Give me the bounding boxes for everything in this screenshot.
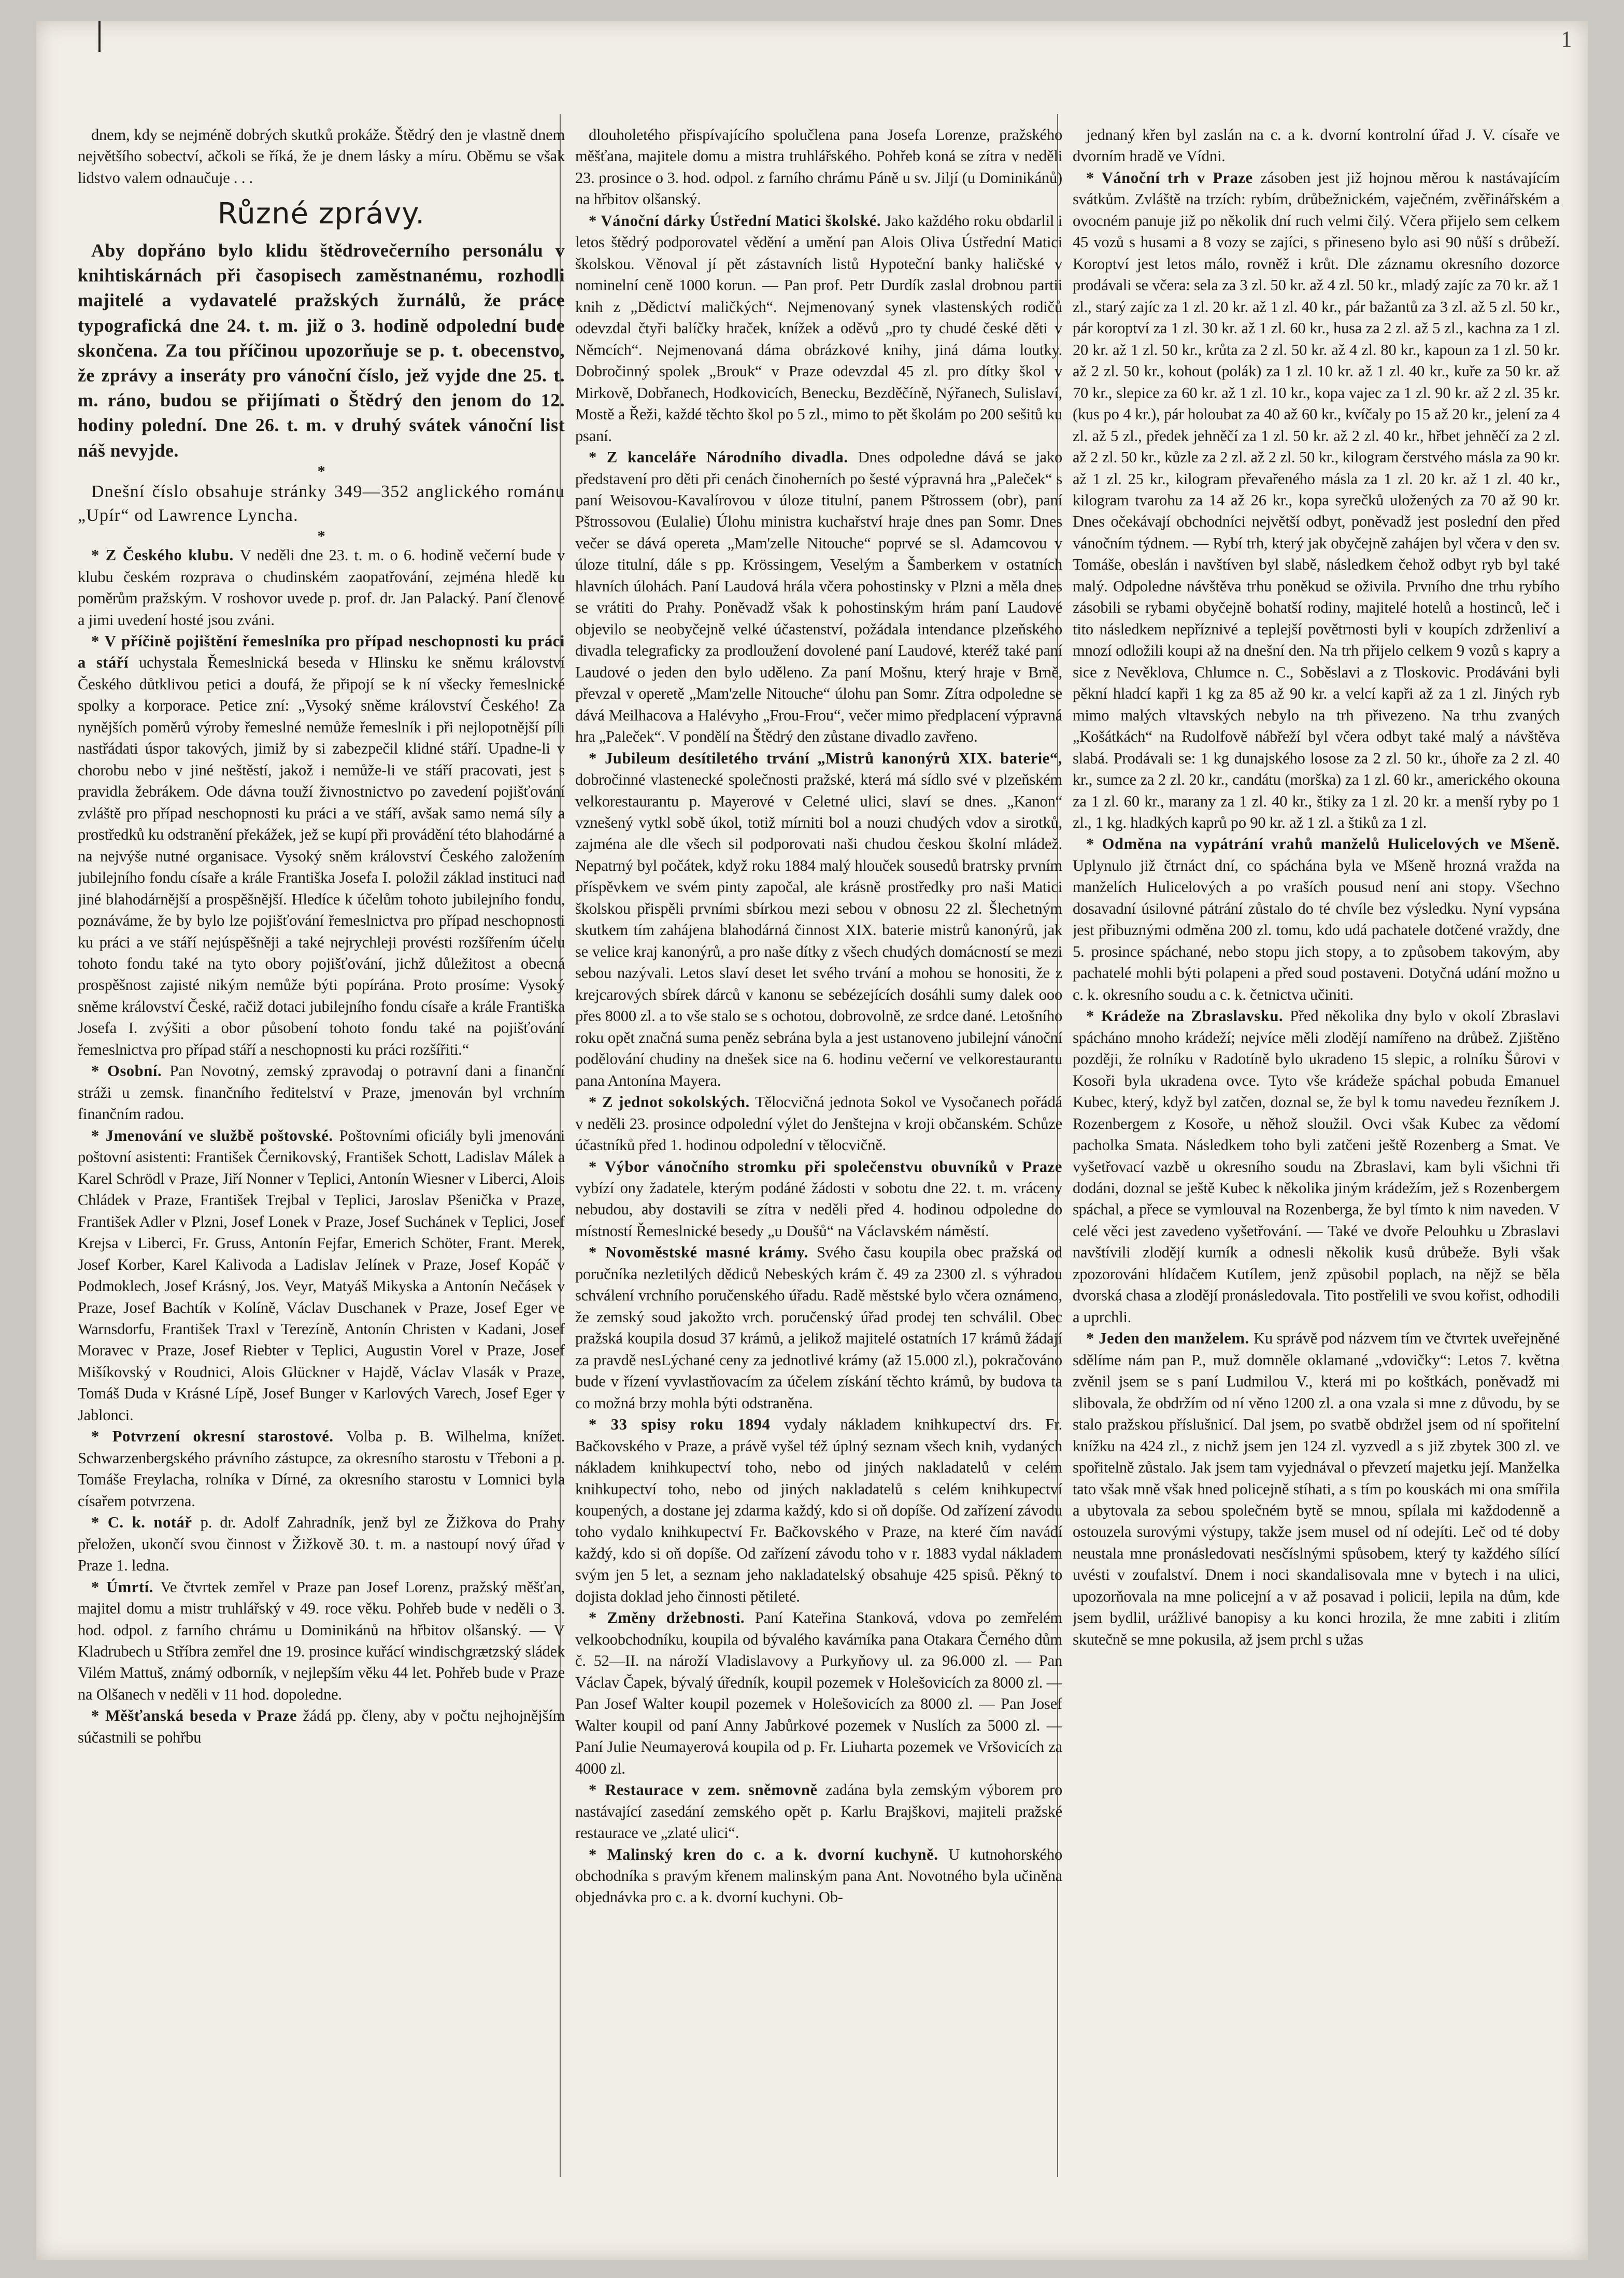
article-paragraph: [78, 545, 565, 631]
article-heading: * Výbor vánočního stromku při společenstvu obuvníků v Praze: [589, 1157, 1062, 1176]
separator: [78, 528, 565, 545]
article-body: V neděli dne 23. t. m. o 6. hodině večerní bude v klubu českém rozprava o chudinském zaopatřování, zejména hledě ku poměrům pražským. V roshovor uvede p. prof. dr. Jan Palacký. Paní členové a jimi uvedení hosté jsou zváni.: [78, 546, 565, 629]
article-body: uchystala Řemeslnická beseda v Hlinsku ke sněmu království Českého důtklivou petici a doufá, že připojí se k ní všecky řemeslnické spolky a korporace. Petice zní: „Vysoký sněme království Českého! Za nynějších poměrů výroby řemeslné nemůže řemeslník i při nejlopotnější píli nastřádati úspor takových, jimiž by si zabezpečil klidné stáří. Upadne-li v chorobu nebo v jiné neštěstí, jakož i nemůže-li ve stáří pracovati, jest s pravidla žebrákem. Ode dávna touží živnostnictvo po zavedení pojišťování zvláště pro případ neschopnosti ku práci a ve stáří, avšak samo nemá síly a prostředků ku odstranění překážek, jež se kupí při provádění této blahodárné a na nejvýše nutné organisace. Vysoký sněm království Českého založením jubilejního fondu císaře a krále Františka Josefa I. položil základ instituci nad jiné blahodárnější a prospěšnější. Hledíce k účelům tohoto jubilejního fondu, poznáváme, že by bylo lze pojišťování řemeslnictva pro případ neschopnosti ku práci a ve stáří nejúspěšněji a také nejrychleji provésti rozšířením účelu tohoto fondu také na tyto obory pojišťování, jichž důležitost a obecná prospěšnost zajisté nikým nemůže býti popírána. Proto prosíme: Vysoký sněme království České, račiž dotaci jubilejního fondu císaře a krále Františka Josefa I. zvýšiti a obor působení tohoto fondu také na pojišťování řemeslnictva pro případ stáří a neschopnosti ku práci rozšířiti.“: [78, 654, 565, 1058]
article-heading: * Jmenování ve službě poštovské.: [91, 1126, 339, 1144]
article-heading: * Úmrtí.: [91, 1578, 161, 1596]
page-corner-mark: 1: [1561, 26, 1572, 52]
article-heading: * Z Českého klubu.: [91, 546, 240, 564]
article-heading: * 33 spisy roku 1894: [589, 1416, 785, 1434]
article-heading: * Změny držebnosti.: [589, 1609, 755, 1627]
article-paragraph: [1073, 124, 1560, 167]
article-body: Dnešní číslo obsahuje stránky 349—352 anglického románu „Upír“ od Lawrence Lyncha.: [78, 482, 565, 525]
article-body: Tělocvičná jednota Sokol ve Vysočanech pořádá v neděli 23. prosince odpolední výlet do Jenštejna v kroji občanském. Schůze účastníků před 1. hodinou odpolední v tělocvičně.: [575, 1093, 1062, 1154]
article-paragraph: [575, 1156, 1062, 1242]
article-heading: * Novoměstské masné krámy.: [589, 1243, 817, 1262]
article-heading: * Vánoční trh v Praze: [1086, 168, 1261, 187]
newspaper-page: [36, 21, 1588, 2260]
article-body: Svého času koupila obec pražská od poručníka nezletilých dědiců Nebeských krám č. 49 za 2300 zl. s výhradou schválení vrchního poručenského úřadu. Radě městské bylo včera oznámeno, že zemský soud jakožto vrch. poručenský úřad prodej ten schválil. Obec pražská koupila dosud 37 krámů, a jelikož majitelé ostatních 17 krámů žádají za pravdě nesLýchané ceny za jednotlivé krámy (až 15.000 zl.), pokračováno bude v řízení vyvlastňovacím za účelem získání těchto krámů, by budova ta co možná brzy mohla býti odstraněna.: [575, 1243, 1062, 1412]
article-paragraph: [1073, 167, 1560, 834]
article-heading: * Potvrzení okresní starostové.: [91, 1427, 347, 1446]
article-paragraph: [575, 1779, 1062, 1844]
article-heading: * Jubileum desítiletého trvání „Mistrů kanonýrů XIX. baterie“,: [589, 749, 1062, 767]
article-body: dobročinné vlastenecké společnosti pražské, která má sídlo své v plzeňském velkorestaurantu p. Mayerové v Celetné ulici, slaví se dnes. „Kanon“ vznešený vytkl sobě úkol, totiž mírniti bol a nouzi chudých vdov a sirotků, zajména ale dle všech sil podporovati naši chudou českou školní mládež. Nepatrný byl počátek, když roku 1884 malý hlouček sousedů bratrsky prvním příspěvkem ve svém pinty započal, ale krásně prostředky pro naši Matici školskou přispěli prvními sbírkou mezi sebou v obnosu 22 zl. Šlechetným skutkem tím zahájena blahodárná činnost XIX. baterie mistrů kanonýrů, jak se velice kraj kanonýrů, a pro naše dítky z všech chudých domácností se mezi sebou nazývali. Letos slaví deset let svého trvání a mohou se honositi, že z krejcarových sbírek dárců v kanonu se sebézejících dosáhli sumy dalek ooo přes 8000 zl. a to vše stalo se s ochotou, dobrovolně, ze srdce dané. Letošního roku opět značná suma peněz sebrána byla a jest ustanoveno jubilejní vánoční podělování chudiny na dnešek sice na 6. hodinu večerní ve velkorestaurantu pana Antonína Mayera.: [575, 771, 1062, 1090]
article-paragraph: [575, 1607, 1062, 1779]
article-body: Uplynulo již čtrnáct dní, co spáchána byla ve Mšeně hrozná vražda na manželích Hulicelových a po vraších pousud není ani stopy. Všechno dosavadní úsilovné pátrání zůstalo do té chvíle bez výsledku. Nyní vypsána jest přibuznými odměna 200 zl. tomu, kdo udá pachatele dotčené vraždy, dne 5. prosince spáchané, nebo stopu jich stopy, a to způsobem takovým, aby pachatelé mohli býti polapeni a před soud postaveni. Dotyčná udání možno u c. k. okresního soudu a c. k. četnictva učiniti.: [1073, 856, 1560, 1003]
article-paragraph: [78, 124, 565, 189]
article-paragraph: [1073, 833, 1560, 1006]
article-heading: * Z jednot sokolských.: [589, 1093, 756, 1111]
article-paragraph: [575, 210, 1062, 447]
article-body: dlouholetého přispívajícího spolučlena pana Josefa Lorenze, pražského měšťana, majitele domu a mistra truhlářského. Pohřeb koná se zítra v neděli 23. prosince o 3. hod. odpol. z farního chrámu Páně u sv. Jiljí (u Dominikánů) na hřbitov olšanský.: [575, 126, 1062, 208]
article-paragraph: [78, 1512, 565, 1576]
article-body: Aby dopřáno bylo klidu štědrovečerního personálu v knihtiskárnách při časopisech zaměstnanému, rozhodli majitelé a vydavatelé pražských žurnálů, že práce typografická dne 24. t. m. již o 3. hodině odpolední bude skončena. Za tou příčinou upozorňuje se p. t. obecenstvo, že zprávy a inseráty pro vánoční číslo, jež vyjde dne 25. t. m. ráno, budou se přijímati o Štědrý den jenom do 12. hodiny polední. Dne 26. t. m. v druhý svátek vánoční list náš nevyjde.: [78, 239, 565, 461]
article-paragraph: [78, 1125, 565, 1426]
article-body: Dnes odpoledne dává se jako představení pro děti při cenách činoherních po šesté výpravná hra „Paleček“ s paní Weisovou-Kavalírovou v úloze titulní, panem Pštrossem (obr), paní Pštrossovou (Eulalie) Úlohu ministra kuchařství hraje dnes pan Somr. Dnes večer se dává opereta „Mam'zelle Nitouche“ poprvé se sl. Adamcovou v úloze titulní, dále s pp. Krössingem, Veselým a Šamberkem v ostatních hlavních úlohách. Paní Laudová hrála včera pohostinsky v Plzni a měla dnes se vrátiti do Prahy. Poněvadž však k pohostinským hrám paní Laudové objevilo se neobyčejně velké účastenství, požádala intendance plzeňského divadla telegraficky za prodloužení dovolené paní Laudové, kteréž také paní Laudové o jeden den bylo uděleno. Za paní Mošnu, který hraje v Brně, převzal v operetě „Mam'zelle Nitouche“ úlohu pan Somr. Zítra odpoledne se dává Meilhacova a Halévyho „Frou-Frou“, večer mimo předplacení výpravná hra „Paleček“. V pondělí na Štědrý den zůstane divadlo zavřeno.: [575, 448, 1062, 746]
article-heading: * Jeden den manželem.: [1086, 1329, 1254, 1348]
article-heading: * Krádeže na Zbraslavsku.: [1086, 1007, 1290, 1025]
article-paragraph: [575, 447, 1062, 748]
article-heading: * Odměna na vypátrání vrahů manželů Hulicelových ve Mšeně.: [1086, 835, 1560, 853]
article-body: Před několika dny bylo v okolí Zbraslavi spácháno mnoho krádeží; nejvíce měli zlodějí namířeno na drůbež. Zjištěno později, že rolníku v Radotíně bylo ukradeno 15 slepic, a rolníku Šůrovi v Kosoři byla ukradena ovce. Tyto vše krádeže spáchal pobuda Emanuel Kubec, který, když byl zatčen, doznal se, že byl k tomu navedeu řezníkem J. Rozenbergem z Kosoře, u něhož sloužil. Ovci však Kubec za vědomí pacholka Smata. Následkem toho byli zatčeni ještě Rozenberg a Smat. Ve vyšetřovací vazbě u okresního soudu na Zbraslavi, kam byli všichni tři dodáni, doznal se ještě Kubec k několika jiným krádežím, jež s Rozenbergem spáchal, a přece se vymlouval na Rozenberga, že byl tímto k nim naveden. V celé věci jest zavedeno vyšetřování. — Také ve dvoře Pelouhku u Zbraslavi navštívili zlodějí kurník a odnesli několik kusů drůbeže. Byli však zpozorováni hlídačem Kutílem, jenž způsobil poplach, na nějž se běla dvorská chasa a zlodějí pronásledovala. Tito postřelili ve svou kořist, odhodili a uprchli.: [1073, 1007, 1560, 1326]
article-body: dnem, kdy se nejméně dobrých skutků prokáže. Štědrý den je vlastně dnem největšího sobectví, ačkoli se říká, že je dnem lásky a míru. Oběmu se však lidstvo valem odnaučuje . . .: [78, 126, 565, 187]
article-heading: * Vánoční dárky Ústřední Matici školské.: [589, 211, 886, 230]
article-body: p. dr. Adolf Zahradník, jenž byl ze Žižkova do Prahy přeložen, ukončí svou činnost v Žižkově 30. t. m. a nastoupí nový úřad v Praze 1. ledna.: [78, 1513, 565, 1575]
article-paragraph: [78, 1705, 565, 1748]
article-body: *: [317, 527, 325, 545]
article-paragraph: [78, 1577, 565, 1706]
article-paragraph: [1073, 1006, 1560, 1328]
article-body: Jako každého roku obdarlil i letos štědrý podporovatel vědění a umění pan Alois Oliva Ústřední Matici školskou. Věnoval jí pět zástavních listů Hypoteční banky haličské v nominelní ceně 1000 korun. — Pan prof. Petr Durdík zaslal drobnou partii knih z „Dědictví maličkých“. Nejmenovaný synek vlastenských rodičů odevzdal čtyři balíčky hraček, knížek a oděvů „pro ty chudé české děti v Němcích“. Nejmenovaná dáma obrázkové knihy, jiná dáma loutky. Dobročinný spolek „Brouk“ v Praze odevzdal 45 zl. pro dítky škol v Mirkově, Dobřanech, Hodkovicích, Benecku, Bezděčíně, Nýřanech, Sulislaví, Mostě a Řeži, každé těchto škol po 5 zl., mimo to pět školám po 200 sešitů ku psaní.: [575, 211, 1062, 445]
article-body: Paní Kateřina Stanková, vdova po zemřelém velkoobchodníku, koupila od bývalého kavárníka pana Otakara Černého dům č. 52—II. na nároží Vladislavovy a Purkyňovy ul. za 96.000 zl. — Pan Václav Čapek, bývalý úředník, koupil pozemek v Holešovicích za 8000 zl. — Pan Josef Walter koupil pozemek v Holešovicích za 8000 zl. — Pan Josef Walter koupil od paní Anny Jabůrkové pozemek v Nuslích za 5000 zl. — Paní Julie Neumayerová koupila od p. Fr. Liuharta pozemek ve Vršovicích za 4000 zl.: [575, 1609, 1062, 1777]
article-body: Různé zprávy.: [217, 197, 425, 231]
article-heading: * C. k. notář: [91, 1513, 201, 1532]
article-body: zadána byla zemským výborem pro nastávající zasedání zemského opět p. Karlu Brajškovi, majiteli pražské restaurace ve „zlaté ulici“.: [575, 1781, 1062, 1842]
article-heading: * Z kanceláře Národního divadla.: [589, 448, 858, 466]
article-body: *: [317, 462, 325, 480]
article-paragraph: [575, 1092, 1062, 1156]
article-body: žádá pp. členy, aby v počtu nejhojnějším súčastnili se pohřbu: [78, 1707, 565, 1746]
article-body: U kutnohorského obchodníka s pravým křenem malinským pana Ant. Novotného byla učiněna objednávka pro c. a k. dvorní kuchyni. Ob-: [575, 1845, 1062, 1906]
article-body: jednaný křen byl zaslán na c. a k. dvorní kontrolní úřad J. V. císaře ve dvorním hradě ve Vídni.: [1073, 126, 1560, 165]
column-3: [1073, 124, 1560, 2203]
article-heading: * Restaurace v zem. sněmovně: [589, 1781, 826, 1799]
column-1: [78, 124, 565, 2203]
column-2: [575, 124, 1062, 2203]
article-paragraph: [575, 124, 1062, 210]
article-body: Ku správě pod názvem tím ve čtvrtek uveřejněné sdělíme nám pan P., muž domněle oklamané „vdovičky“: Letos 7. května zvěnil jsem se s paní Ludmilou V., která mi po koštkách, poněvadž mi slibovala, že obdržím od ní věno 1200 zl. a ona vzala si mne z důvodu, by se stalo pražskou příslušnicí. Dal jsem, po svatbě obdržel jsem od ní spořitelní knížku na 424 zl., z nichž jsem jen 124 zl. vyzvedl a s již zbytek 300 zl. ve spořitelně zůstalo. Jak jsem tam vyjednával o převzetí majetku její. Manželka tato však mně však hned policejně stíhati, a s tím po kouskách mi ona smířila a ubytovala za sebou společném bytě se mnou, spílala mi každodenně a ostouzela surovými výstupy, takže jsem musel od ní odejíti. Leč od té doby neustala mne pronásledovati nesčíslnými spůsobem, který ty každého sílící uvésti v zoufalství. Dnem i noci skandalisovala mne v bytech i na ulici, upozorňovala na mne policejní a v až posavad i policii, lepila na dům, kde jsem bydlil, urážlivé banopisy a ku konci hrozila, že mne zabiti i zlitím skutečně se mne pokusila, až jsem prchl s užas: [1073, 1329, 1560, 1648]
article-heading: * Osobní.: [91, 1062, 170, 1080]
article-paragraph: [575, 748, 1062, 1092]
article-paragraph: [78, 1426, 565, 1512]
serial-notice: [78, 480, 565, 527]
section-title: [78, 194, 565, 234]
article-heading: * V příčině pojištění řemeslníka pro případ neschopnosti ku práci a stáří: [78, 632, 565, 672]
article-heading: * Měšťanská beseda v Praze: [91, 1707, 303, 1725]
notice-paragraph: [78, 238, 565, 463]
scan-edge-mark: [98, 21, 101, 52]
separator: [78, 463, 565, 480]
article-paragraph: [78, 1060, 565, 1125]
article-body: Ve čtvrtek zemřel v Praze pan Josef Lorenz, pražský měšťan, majitel domu a mistr truhlářský v 49. roce věku. Pohřeb bude v neděli o 3. hod. odpol. z farního chrámu u Dominikánů na hřbitov olšanský. — V Kladrubech u Stříbra zemřel dne 19. prosince kuřácí windischgrætzský sládek Vilém Mattuš, známý odborník, v nejlepším věku 44 let. Pohřeb bude v Praze na Olšanech v neděli v 11 hod. dopoledne.: [78, 1578, 565, 1703]
article-body: Volba p. B. Wilhelma, knížet. Schwarzenbergského právního zástupce, za okresního starostu v Třeboni a p. Tomáše Freylacha, rolníka v Dírné, za okresního starostu v Lomnici byla císařem potvrzena.: [78, 1427, 565, 1510]
article-body: Poštovními oficiály byli jmenováni poštovní asistenti: František Černikovský, František Schott, Ladislav Málek a Karel Schrödl v Praze, Jiří Nonner v Teplici, Antonín Wiesner v Liberci, Alois Chládek v Praze, František Trejbal v Teplici, Jaroslav Pšenička v Praze, František Adler v Plzni, Josef Lonek v Praze, Josef Suchánek v Teplici, Josef Krejsa v Liberci, Fr. Gruss, Antonín Fejfar, Emerich Schöter, Frant. Merek, Josef Korber, Karel Kalivoda a Ladislav Jelínek v Praze, Josef Kopáč v Podmoklech, Josef Krásný, Jos. Veyr, Matyáš Mikyska a Antonín Nečásek v Praze, Josef Bachtík v Kolíně, Václav Duschanek v Praze, Josef Eger ve Warnsdorfu, František Traxl v Terezíně, Antonín Christen v Kadani, Josef Moravec v Praze, Josef Riebter v Teplici, Augustin Vorel v Praze, Josef Mišíkovský v Roudnici, Alois Glückner v Hajdě, Václav Vlasák v Praze, Tomáš Duda v Krásné Lípě, Josef Bunger v Karlových Varech, Josef Eger v Jablonci.: [78, 1126, 565, 1424]
article-paragraph: [78, 631, 565, 1060]
article-paragraph: [1073, 1328, 1560, 1650]
article-heading: * Malinský kren do c. a k. dvorní kuchyně.: [589, 1845, 949, 1863]
article-body: vydaly nákladem knihkupectví drs. Fr. Bačkovského v Praze, a právě vyšel též úplný seznam všech knih, vydaných nákladem knihkupectví toho, nebo od jiných nakladatelů v celém knihkupectví toho, nebo od jiných nakladatelů s celém knihkupectví koupených, a dostane jej zdarma každý, kdo si oň dopíše. Od zařízení závodu toho vydalo knihkupectví Fr. Bačkovského v Praze, na které čím navádí každý, kdo si oň dopíše. Od zařízení závodu toho v r. 1883 vydal nákladem svým jen 5 let, a seznam jeho nakladatelský obsahuje 425 spisů. Pěkný to dojista doklad jeho činnosti pětileté.: [575, 1416, 1062, 1605]
article-body: zásoben jest již hojnou měrou k nastávajícím svátkům. Zvláště na trzích: rybím, drůbežnickém, vaječném, zvěřinářském a ovocném panuje již po několik dní ruch velmi čilý. Včera přijelo sem celkem 45 vozů s husami a 8 vozy se zajíci, s přineseno bylo asi 90 nůší s drůbeží. Koroptví jest letos málo, rovněž i krůt. Dle záznamu okresního dozorce prodávali se včera: sela za 3 zl. 50 kr. až 4 zl. 50 kr., mladý zajíc za 70 kr. až 1 zl., starý zajíc za 1 zl. 20 kr. až 1 zl. 40 kr., pár bažantů za 3 zl. až 5 zl. 50 kr., pár koroptví za 1 zl. 30 kr. až 1 zl. 60 kr., husa za 2 zl. až 5 zl., kachna za 1 zl. 20 kr. až 1 zl. 50 kr., krůta za 2 zl. 50 kr. až 4 zl. 80 kr., kapoun za 1 zl. 50 kr. až 2 zl. 50 kr., kohout (polák) za 1 zl. 10 kr. až 1 zl. 40 kr., kuře za 50 kr. až 70 kr., slepice za 60 kr. až 1 zl. 10 kr., kopa vajec za 1 zl. 90 kr. až 2 zl. 35 kr. (kus po 4 kr.), pár holoubat za 40 až 60 kr., kvíčaly po 15 až 20 kr., jelení za 4 zl. až 5 zl., předek jehněčí za 1 zl. 50 kr. až 2 zl. 40 kr., hřbet jehněčí za 2 zl. až 2 zl. 50 kr., kůzle za 2 zl. až 2 zl. 50 kr., kilogram čerstvého másla za 90 kr. až 1 zl. 25 kr., kilogram převařeného másla za 1 zl. 20 kr. až 1 zl. 40 kr., kilogram tvarohu za 14 až 26 kr., kopa syrečků uložených za 70 až 90 kr. Dnes očekávají obchodníci největší odbyt, poněvadž jest poslední den před vánočním týdnem. — Rybí trh, který jak obyčejně zahájen byl včera v den sv. Tomáše, obeslán i navštíven byl slabě, následkem čehož odbyt ryb byl také malý. Odpoledne návštěva trhu poněkud se oživila. Prvního dne trhu rybího zásobili se rybami obyčejně bohatší rodiny, majitelé hotelů a hostinců, leč i tito následkem nepříznivé a teplejší povětrnosti byli v koupích zdrženliví a mnozí odložili koupi až na dnešní den. Na trh přijelo celkem 9 vozů s kapry a sice z Nevěklova, Chlumce n. C., Soběslavi a z Tloskovic. Prodáváni byli pěkní hladcí kapři 1 kg za 85 až 90 kr. a velcí kapři až za 1 zl. Jiných ryb mimo malých vltavských nebylo na trh přivezeno. Na trhu zvaných „Košátkách“ na Rudolfově nábřeží byl včera odbyt také malý a návštěva slabá. Prodávali se: 1 kg dunajského losose za 2 zl. 50 kr., úhoře za 2 zl. 40 kr., sumce za 2 zl. 20 kr., candátu (morška) za 1 zl. 60 kr., amerického okouna za 1 zl. 60 kr., marany za 1 zl. 40 kr., štiky za 1 zl. 20 kr. a menší ryby po 1 zl., 1 kg. hladkých kaprů po 90 kr. až 1 zl. a štiků za 1 zl.: [1073, 168, 1560, 831]
article-body: vybízí ony žadatele, kterým podáné žádosti v sobotu dne 22. t. m. vráceny nebudou, aby dostavili se zítra v neděli před 4. hodinou odpoledne do místností Řemeslnické besedy „u Doušů“ na Václavském náměstí.: [575, 1179, 1062, 1240]
article-paragraph: [575, 1414, 1062, 1607]
article-body: Pan Novotný, zemský zpravodaj o potravní dani a finanční stráži u zemsk. finančního ředitelství v Praze, jmenován byl vrchním finančním radou.: [78, 1062, 565, 1123]
article-paragraph: [575, 1844, 1062, 1908]
article-paragraph: [575, 1242, 1062, 1414]
